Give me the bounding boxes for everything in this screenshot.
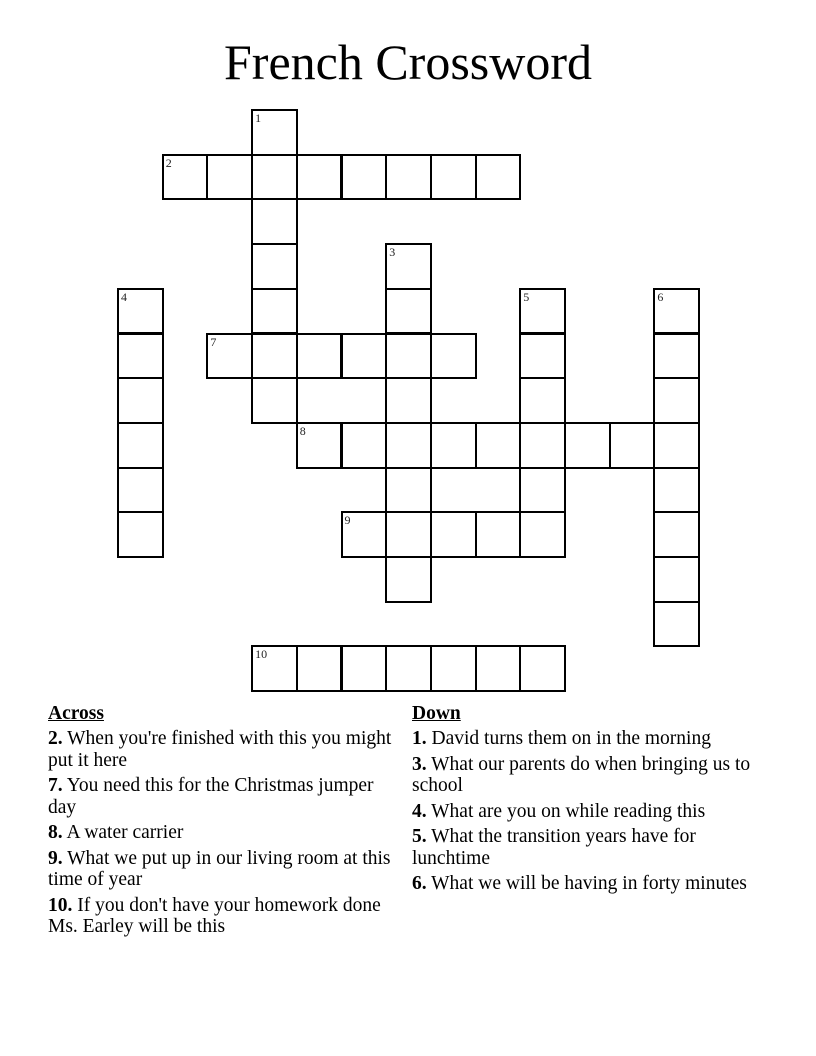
clue-down-3 (412, 754, 757, 797)
cell-number: 10 (255, 647, 268, 662)
clue-number: 9. (48, 847, 63, 869)
crossword-cell[interactable] (475, 422, 522, 469)
crossword-cell[interactable] (117, 377, 164, 424)
clue-down-1 (412, 728, 757, 750)
crossword-cell[interactable] (341, 422, 388, 469)
crossword-cell[interactable] (251, 109, 298, 156)
crossword-cell[interactable] (385, 377, 432, 424)
clue-number: 8. (48, 822, 63, 843)
crossword-cell[interactable] (653, 511, 700, 558)
crossword-cell[interactable] (251, 154, 298, 201)
crossword-cell[interactable] (430, 154, 477, 201)
clue-number: 4. (412, 800, 427, 822)
crossword-cell[interactable] (296, 645, 343, 692)
clue-across-7 (48, 775, 393, 818)
clue-text: If you don't have your homework done Ms. Earley will be this (48, 894, 381, 937)
crossword-cell[interactable] (385, 511, 432, 558)
clue-across-8 (48, 822, 393, 844)
crossword-cell[interactable] (653, 422, 700, 469)
clue-number: 7. (48, 775, 63, 796)
cell-number: 7 (210, 334, 217, 349)
crossword-cell[interactable] (385, 288, 432, 335)
down-clues (412, 703, 757, 899)
clue-text: What are you on while reading this (431, 800, 706, 822)
clue-number: 3. (412, 753, 427, 775)
crossword-cell[interactable] (475, 511, 522, 558)
crossword-cell[interactable] (341, 511, 388, 558)
crossword-cell[interactable] (430, 511, 477, 558)
cell-number: 4 (121, 289, 127, 304)
crossword-cell[interactable] (251, 333, 298, 380)
clue-text: What we will be having in forty minutes (431, 873, 747, 894)
crossword-cell[interactable] (117, 467, 164, 514)
crossword-cell[interactable] (653, 556, 700, 603)
crossword-cell[interactable] (519, 377, 566, 424)
crossword-cell[interactable] (251, 377, 298, 424)
crossword-cell[interactable] (117, 511, 164, 558)
across-heading: Across (48, 703, 104, 724)
clue-across-2 (48, 728, 393, 771)
clue-down-5 (412, 826, 757, 869)
crossword-cell[interactable] (341, 645, 388, 692)
crossword-cell[interactable] (609, 422, 656, 469)
crossword-cell[interactable] (206, 333, 253, 380)
clue-text: When you're finished with this you might put it here (48, 728, 392, 771)
clue-number: 10. (48, 894, 73, 916)
crossword-cell[interactable] (653, 601, 700, 648)
crossword-cell[interactable] (251, 288, 298, 335)
crossword-cell[interactable] (296, 422, 343, 469)
cell-number: 2 (165, 155, 172, 170)
crossword-cell[interactable] (251, 645, 298, 692)
crossword-cell[interactable] (653, 377, 700, 424)
crossword-cell[interactable] (519, 422, 566, 469)
crossword-cell[interactable] (519, 645, 566, 692)
crossword-cell[interactable] (385, 154, 432, 201)
clue-text: What the transition years have for lunchtime (412, 826, 696, 869)
crossword-cell[interactable] (385, 422, 432, 469)
clue-text: A water carrier (66, 822, 184, 843)
cell-number: 3 (389, 245, 396, 260)
crossword-cell[interactable] (341, 333, 388, 380)
crossword-cell[interactable] (430, 422, 477, 469)
crossword-cell[interactable] (385, 333, 432, 380)
crossword-cell[interactable] (206, 154, 253, 201)
cell-number: 5 (523, 289, 530, 304)
cell-number: 8 (299, 423, 306, 438)
crossword-cell[interactable] (251, 243, 298, 290)
crossword-cell[interactable] (475, 154, 522, 201)
clue-text: You need this for the Christmas jumper day (48, 775, 374, 818)
crossword-cell[interactable] (117, 288, 164, 335)
page-title: French Crossword (223, 34, 593, 90)
crossword-cell[interactable] (519, 288, 566, 335)
crossword-cell[interactable] (519, 467, 566, 514)
crossword-cell[interactable] (117, 333, 164, 380)
crossword-cell[interactable] (519, 511, 566, 558)
crossword-cell[interactable] (296, 333, 343, 380)
cell-number: 1 (255, 111, 262, 125)
crossword-cell[interactable] (385, 645, 432, 692)
crossword-cell[interactable] (519, 333, 566, 380)
cell-number: 9 (344, 513, 351, 528)
clue-number: 5. (412, 826, 427, 847)
crossword-cell[interactable] (385, 556, 432, 603)
crossword-cell[interactable] (296, 154, 343, 201)
down-heading: Down (412, 703, 461, 724)
cell-number: 6 (657, 289, 664, 304)
crossword-cell[interactable] (430, 333, 477, 380)
clue-down-6 (412, 873, 757, 895)
clue-text: David turns them on in the morning (431, 728, 711, 749)
clue-text: What our parents do when bringing us to school (412, 753, 751, 796)
crossword-cell[interactable] (564, 422, 611, 469)
crossword-cell[interactable] (430, 645, 477, 692)
crossword-cell[interactable] (385, 243, 432, 290)
crossword-cell[interactable] (653, 333, 700, 380)
crossword-cell[interactable] (251, 198, 298, 245)
clue-across-9 (48, 848, 393, 891)
crossword-cell[interactable] (653, 467, 700, 514)
clue-number: 6. (412, 873, 427, 894)
crossword-cell[interactable] (475, 645, 522, 692)
crossword-cell[interactable] (385, 467, 432, 514)
clue-number: 2. (48, 728, 63, 749)
crossword-cell[interactable] (162, 154, 209, 201)
clue-text: What we put up in our living room at this time of year (48, 847, 391, 890)
crossword-cell[interactable] (653, 288, 700, 335)
across-clues (48, 703, 393, 942)
clue-across-10 (48, 895, 393, 938)
clue-down-4 (412, 801, 757, 823)
crossword-cell[interactable] (117, 422, 164, 469)
crossword-cell[interactable] (341, 154, 388, 201)
clue-number: 1. (412, 728, 427, 749)
